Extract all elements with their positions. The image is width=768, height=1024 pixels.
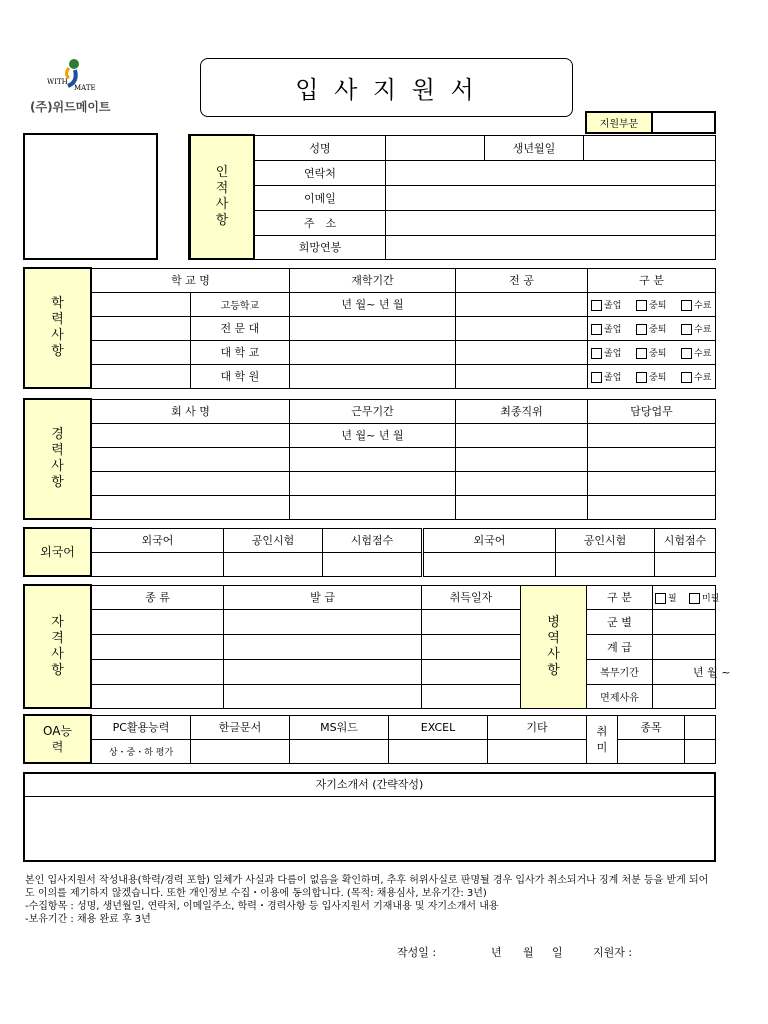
checkbox-icon	[636, 348, 647, 359]
status-option[interactable]: 수료	[681, 298, 726, 311]
day-label: 일	[552, 946, 563, 959]
military-options	[653, 585, 720, 609]
education-school-input[interactable]	[91, 364, 190, 388]
military-side-label: 병역사항	[521, 585, 587, 708]
oa-table	[23, 714, 716, 764]
career-period[interactable]	[290, 447, 456, 471]
personal-label-salary: 희망연봉	[254, 235, 386, 259]
intro-section	[23, 772, 716, 862]
license-input[interactable]	[422, 659, 521, 684]
checkbox-icon	[681, 300, 692, 311]
language-side-label: 외국어	[24, 528, 91, 576]
personal-input-name[interactable]	[386, 135, 485, 160]
career-input[interactable]	[588, 423, 716, 447]
education-school-input[interactable]	[91, 316, 190, 340]
oa-header: PC활용능력	[91, 715, 191, 739]
personal-input-salary[interactable]	[386, 235, 716, 259]
personal-label-birth: 생년월일	[485, 135, 584, 160]
hobby-side-label: 취미	[587, 715, 618, 763]
personal-label-name: 성명	[254, 135, 386, 160]
hobby-input[interactable]	[685, 739, 716, 763]
hobby-input[interactable]	[618, 739, 685, 763]
date-label: 작성일 :	[397, 946, 437, 959]
career-input[interactable]	[588, 471, 716, 495]
status-option[interactable]: 중퇴	[636, 298, 681, 311]
checkbox-icon	[591, 372, 602, 383]
intro-title: 자기소개서 (간략작성)	[25, 774, 714, 797]
career-period[interactable]	[290, 495, 456, 519]
status-option[interactable]: 졸업	[591, 370, 636, 383]
education-major-input[interactable]	[456, 292, 588, 316]
education-header-period: 재학기간	[290, 268, 456, 292]
sign-label: 지원자 :	[593, 946, 633, 959]
education-header-status: 구 분	[588, 268, 716, 292]
career-header-company: 회 사 명	[91, 399, 290, 423]
language-header: 시험점수	[655, 528, 716, 552]
license-input[interactable]	[91, 659, 224, 684]
license-input[interactable]	[91, 634, 224, 659]
license-military-table	[23, 584, 731, 709]
checkbox-icon	[636, 372, 647, 383]
education-period[interactable]	[290, 340, 456, 364]
intro-textarea[interactable]	[25, 797, 714, 861]
education-period[interactable]: 년 월~ 년 월	[290, 292, 456, 316]
education-status-options	[588, 316, 716, 340]
license-input[interactable]	[422, 634, 521, 659]
status-option[interactable]: 졸업	[591, 298, 636, 311]
military-label: 면제사유	[587, 684, 653, 708]
career-side-label: 경력사항	[24, 399, 91, 519]
personal-label-email: 이메일	[254, 185, 386, 210]
military-option[interactable]: 필	[655, 591, 689, 604]
language-header: 공인시험	[224, 528, 323, 552]
apply-field	[585, 111, 716, 134]
company-logo	[24, 52, 120, 114]
oa-input[interactable]	[290, 739, 389, 763]
hobby-input[interactable]	[685, 715, 716, 739]
status-option[interactable]: 수료	[681, 322, 726, 335]
checkbox-icon	[591, 348, 602, 359]
career-header-period: 근무기간	[290, 399, 456, 423]
oa-side-label: OA능력	[24, 715, 91, 763]
checkbox-icon	[636, 300, 647, 311]
language-table	[23, 527, 716, 577]
license-input[interactable]	[224, 609, 422, 634]
education-level: 고등학교	[190, 292, 289, 316]
military-label: 구 분	[587, 585, 653, 609]
license-input[interactable]	[91, 684, 224, 708]
education-status-options	[588, 340, 716, 364]
education-level: 전 문 대	[190, 316, 289, 340]
oa-input[interactable]	[389, 739, 488, 763]
license-side-label: 자격사항	[24, 585, 91, 708]
military-option[interactable]: 미필	[689, 591, 734, 604]
career-header-position: 최종직위	[456, 399, 588, 423]
status-option[interactable]: 졸업	[591, 322, 636, 335]
language-header: 공인시험	[556, 528, 655, 552]
checkbox-icon	[681, 324, 692, 335]
personal-label-phone: 연락처	[254, 160, 386, 185]
checkbox-icon	[591, 324, 602, 335]
status-option[interactable]: 중퇴	[636, 370, 681, 383]
education-major-input[interactable]	[456, 340, 588, 364]
career-input[interactable]	[456, 471, 588, 495]
education-period[interactable]	[290, 364, 456, 388]
checkbox-icon	[591, 300, 602, 311]
license-input[interactable]	[91, 609, 224, 634]
apply-input[interactable]	[652, 112, 715, 133]
logo-text-mate: MATE	[74, 84, 96, 92]
consent-period: -보유기간 : 채용 완료 후 3년	[25, 914, 151, 925]
checkbox-icon	[681, 348, 692, 359]
military-period[interactable]: 년 월 ~	[653, 659, 716, 684]
checkbox-icon	[655, 593, 666, 604]
company-name: (주)위드메이트	[30, 100, 111, 114]
military-label: 계 급	[587, 634, 653, 659]
license-input[interactable]	[422, 684, 521, 708]
language-input[interactable]	[323, 552, 423, 576]
education-period[interactable]	[290, 316, 456, 340]
checkbox-icon	[689, 593, 700, 604]
personal-input-birth[interactable]	[584, 135, 716, 160]
education-header-major: 전 공	[456, 268, 588, 292]
career-input[interactable]	[588, 495, 716, 519]
license-header-type: 종 류	[91, 585, 224, 609]
education-header-school: 학 교 명	[91, 268, 290, 292]
education-school-input[interactable]	[91, 340, 190, 364]
language-input[interactable]	[91, 552, 224, 576]
career-input[interactable]	[91, 471, 290, 495]
language-input[interactable]	[556, 552, 655, 576]
language-header: 외국어	[423, 528, 556, 552]
oa-header: EXCEL	[389, 715, 488, 739]
military-label: 군 별	[587, 609, 653, 634]
career-header-duty: 담당업무	[588, 399, 716, 423]
license-header-issuer: 발 급	[224, 585, 422, 609]
oa-header: MS워드	[290, 715, 389, 739]
consent-items: -수집항목 : 성명, 생년월일, 연락처, 이메일주소, 학력・경력사항 등 입사지원서 기재내용 및 자기소개서 내용	[25, 901, 499, 912]
license-input[interactable]	[224, 684, 422, 708]
year-label: 년	[491, 946, 502, 959]
license-header-date: 취득일자	[422, 585, 521, 609]
consent-text: 본인 입사지원서 작성내용(학력/경력 포함) 일체가 사실과 다름이 없음을 확인하며, 추후 허위사실로 판명될 경우 입사가 취소되거나 징계 처분 등을 받게 되어도 이의를 제기하지 않겠습니다. 또한 개인정보 수집・이용에 동의합니다. (목적: 채용심사, 보유기간: 3년)	[25, 875, 709, 899]
military-input[interactable]	[653, 684, 716, 708]
career-input[interactable]	[456, 495, 588, 519]
career-input[interactable]	[91, 495, 290, 519]
career-input[interactable]	[456, 423, 588, 447]
personal-input-email[interactable]	[386, 185, 716, 210]
education-status-options	[588, 364, 716, 388]
checkbox-icon	[636, 324, 647, 335]
signature-line	[397, 944, 697, 960]
status-option[interactable]: 졸업	[591, 346, 636, 359]
career-input[interactable]	[91, 423, 290, 447]
personal-label-address: 주 소	[254, 210, 386, 235]
education-status-options	[588, 292, 716, 316]
apply-label: 지원부문	[586, 112, 652, 133]
career-period[interactable]	[290, 471, 456, 495]
education-major-input[interactable]	[456, 364, 588, 388]
military-input[interactable]	[653, 609, 716, 634]
oa-input[interactable]	[191, 739, 290, 763]
education-table	[23, 267, 716, 389]
personal-input-phone[interactable]	[386, 160, 716, 185]
career-period[interactable]: 년 월~ 년 월	[290, 423, 456, 447]
oa-sub-label: 상・중・하 평가	[91, 739, 191, 763]
career-input[interactable]	[456, 447, 588, 471]
oa-header: 기타	[488, 715, 587, 739]
status-option[interactable]: 수료	[681, 346, 726, 359]
logo-text-with: WITH	[47, 78, 68, 86]
month-label: 월	[523, 946, 534, 959]
consent-notice	[25, 874, 716, 926]
oa-input[interactable]	[488, 739, 587, 763]
education-level: 대 학 교	[190, 340, 289, 364]
language-input[interactable]	[655, 552, 716, 576]
personal-side-label: 인적사항	[190, 135, 255, 259]
military-input[interactable]	[653, 634, 716, 659]
education-level: 대 학 원	[190, 364, 289, 388]
education-side-label: 학력사항	[24, 268, 91, 388]
license-input[interactable]	[224, 634, 422, 659]
language-header: 시험점수	[323, 528, 423, 552]
language-header: 외국어	[91, 528, 224, 552]
photo-box[interactable]	[23, 133, 158, 260]
license-input[interactable]	[422, 609, 521, 634]
status-option[interactable]: 중퇴	[636, 322, 681, 335]
form-title: 입 사 지 원 서	[200, 58, 573, 117]
oa-header: 한글문서	[191, 715, 290, 739]
license-input[interactable]	[224, 659, 422, 684]
military-label: 복무기간	[587, 659, 653, 684]
language-input[interactable]	[423, 552, 556, 576]
status-option[interactable]: 수료	[681, 370, 726, 383]
career-table	[23, 398, 716, 520]
education-school-input[interactable]	[91, 292, 190, 316]
personal-input-address[interactable]	[386, 210, 716, 235]
education-major-input[interactable]	[456, 316, 588, 340]
personal-info-table	[188, 134, 716, 260]
status-option[interactable]: 중퇴	[636, 346, 681, 359]
career-input[interactable]	[91, 447, 290, 471]
hobby-header: 종목	[618, 715, 685, 739]
checkbox-icon	[681, 372, 692, 383]
career-input[interactable]	[588, 447, 716, 471]
language-input[interactable]	[224, 552, 323, 576]
